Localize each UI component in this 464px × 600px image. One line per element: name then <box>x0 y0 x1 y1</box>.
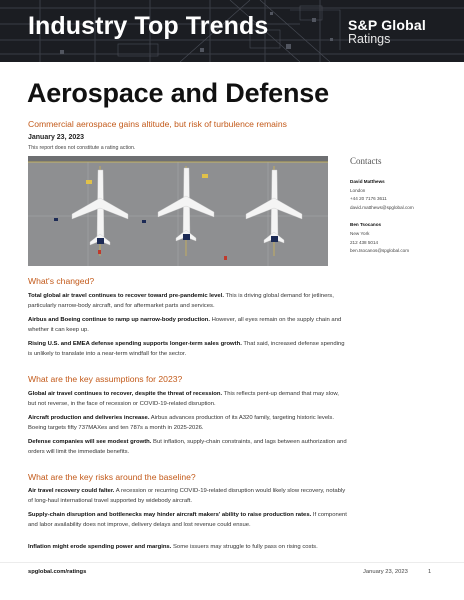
banner-title: Industry Top Trends <box>28 12 269 40</box>
paragraph-body: A recession or recurring COVID-19-related disruption would likely slow recovery, notably of long-haul international travel supported by widebody aircraft. <box>28 488 346 504</box>
section-heading-key-assumptions: What are the key assumptions for 2023? <box>28 374 183 384</box>
paragraph-body: However, all eyes remain on the supply chain and whether it can keep up. <box>28 317 342 333</box>
contact-card <box>350 221 450 255</box>
paragraph-body: Some issuers may struggle to fully pass on rising costs. <box>171 544 318 550</box>
section-paragraph <box>28 487 348 506</box>
paragraph-body: This reflects pent-up demand that may slow, but not reverse, in the face of recession or COVID-19-related disruption. <box>28 391 339 407</box>
aircraft-apron-photo <box>28 156 328 266</box>
header-banner <box>0 0 464 62</box>
paragraph-lead: Rising U.S. and EMEA defense spending supports longer-term sales growth. <box>28 341 242 347</box>
footer-divider <box>0 562 464 563</box>
footer-date: January 23, 2023 <box>363 569 408 575</box>
paragraph-lead: Global air travel continues to recover, despite the threat of recession. <box>28 391 223 397</box>
section-paragraph <box>28 316 348 335</box>
logo-line-1: S&P Global <box>348 17 426 33</box>
contact-city: London <box>350 187 366 193</box>
section-paragraph <box>28 340 348 359</box>
paragraph-lead: Air travel recovery could falter. <box>28 488 115 494</box>
section-paragraph <box>28 292 348 311</box>
logo-line-2: Ratings <box>348 32 391 46</box>
paragraph-body: That said, increased defense spending is unlikely to translate into a near-term windfall for the sector. <box>28 341 345 357</box>
contacts-panel <box>350 156 450 265</box>
contact-email[interactable]: ben.tsocanos@spglobal.com <box>350 248 410 254</box>
report-subtitle: Commercial aerospace gains altitude, but risk of turbulence remains <box>28 119 287 129</box>
contact-name: David Matthews <box>350 179 385 184</box>
contact-phone: 212 438 5014 <box>350 239 379 245</box>
paragraph-lead: Defense companies will see modest growth. <box>28 439 152 445</box>
section-paragraph <box>28 511 348 530</box>
contact-phone: +44 20 7176 3611 <box>350 196 387 202</box>
section-paragraph <box>28 438 348 457</box>
paragraph-body: Airbus advances production of its A320 family, targeting historic levels. Boeing targets fifty 737MAXes and ten 787s a month in 2025-2026. <box>28 415 335 431</box>
paragraph-lead: Aircraft production and deliveries increase. <box>28 415 150 421</box>
contact-city: New York <box>350 230 370 236</box>
sp-global-ratings-logo <box>348 18 426 46</box>
paragraph-lead: Inflation might erode spending power and margins. <box>28 544 172 550</box>
paragraph-lead: Total global air travel continues to recover toward pre-pandemic level. <box>28 293 224 299</box>
section-heading-whats-changed: What's changed? <box>28 276 95 286</box>
section-paragraph <box>28 414 348 433</box>
rating-disclaimer: This report does not constitute a rating action. <box>28 145 136 151</box>
page-number: 1 <box>428 569 432 575</box>
section-paragraph <box>28 390 348 409</box>
section-heading-key-risks: What are the key risks around the baseline? <box>28 472 196 482</box>
contacts-heading: Contacts <box>350 156 382 166</box>
paragraph-body: This is driving global demand for jetliners, particularly narrow-body aircraft, and for aftermarket parts and services. <box>28 293 334 309</box>
paragraph-body: But inflation, supply-chain constraints, and lags between authorization and orders will limit the immediate benefits. <box>28 439 347 455</box>
paragraph-lead: Supply-chain disruption and bottlenecks may hinder aircraft makers' ability to raise production rates. <box>28 512 312 518</box>
contact-card <box>350 178 450 212</box>
footer-url-link[interactable]: spglobal.com/ratings <box>28 569 87 575</box>
report-date: January 23, 2023 <box>28 134 85 141</box>
paragraph-body: If component and labor availability does not improve, delivery delays and lost revenue could ensue. <box>28 512 347 528</box>
section-paragraph <box>28 543 348 553</box>
contact-name: Ben Tsocanos <box>350 222 382 228</box>
contact-email[interactable]: david.matthews@spglobal.com <box>350 204 414 210</box>
paragraph-lead: Airbus and Boeing continue to ramp up narrow-body production. <box>28 317 210 323</box>
page-title: Aerospace and Defense <box>27 78 329 108</box>
